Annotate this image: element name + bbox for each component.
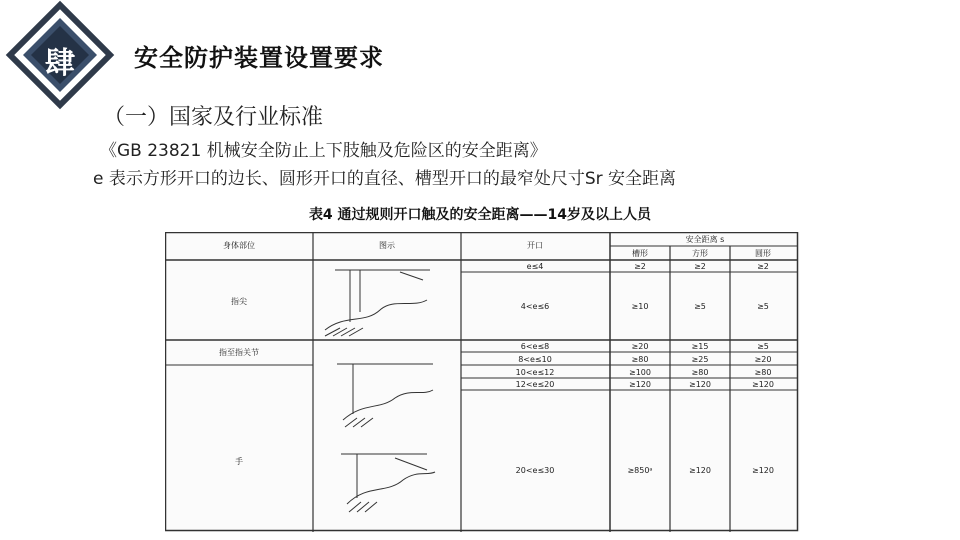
table-cell-opening: 6<e≤8	[520, 342, 550, 351]
table-cell-slot: ≥20	[631, 342, 649, 351]
table-cell-round: ≥5	[757, 302, 769, 311]
table-cell-opening: 12<e≤20	[515, 380, 555, 389]
definition-text: e 表示方形开口的边长、圆形开口的直径、槽型开口的最窄处尺寸Sr 安全距离	[93, 169, 677, 189]
table-cell-square: ≥15	[691, 342, 709, 351]
badge-character: 肆	[45, 46, 75, 81]
group-finger-to-knuckle: 指至指关节	[219, 348, 259, 357]
safety-distance-table	[165, 232, 800, 532]
table-cell-opening: 8<e≤10	[518, 355, 552, 364]
section-subtitle: （一）国家及行业标准	[103, 105, 324, 130]
table-cell-round: ≥2	[757, 262, 769, 271]
header-diagram: 图示	[379, 241, 395, 250]
table-cell-slot: ≥850ᵃ	[627, 466, 653, 475]
table-cell-opening: e≤4	[526, 262, 544, 271]
header-body-part: 身体部位	[223, 241, 255, 250]
table-cell-round: ≥120	[752, 380, 774, 389]
header-square: 方形	[692, 249, 708, 258]
table-cell-slot: ≥80	[631, 355, 649, 364]
section-badge	[0, 0, 120, 110]
table-cell-square: ≥120	[689, 466, 711, 475]
table-cell-square: ≥2	[694, 262, 706, 271]
header-opening: 开口	[527, 241, 543, 250]
table-caption: 表4 通过规则开口触及的安全距离——14岁及以上人员	[308, 207, 652, 223]
table-cell-round: ≥120	[752, 466, 774, 475]
header-slot: 槽形	[632, 249, 648, 258]
table-cell-slot: ≥120	[629, 380, 651, 389]
header-round: 圆形	[755, 249, 771, 258]
group-hand: 手	[235, 457, 243, 466]
group-fingertip: 指尖	[231, 297, 247, 306]
table-cell-round: ≥80	[754, 368, 772, 377]
table-cell-opening: 10<e≤12	[515, 368, 555, 377]
table-cell-square: ≥25	[691, 355, 709, 364]
table-cell-square: ≥120	[689, 380, 711, 389]
standard-reference: 《GB 23821 机械安全防止上下肢触及危险区的安全距离》	[100, 141, 547, 161]
page-title: 安全防护装置设置要求	[134, 44, 384, 72]
table-cell-round: ≥20	[754, 355, 772, 364]
table-cell-square: ≥80	[691, 368, 709, 377]
table-cell-square: ≥5	[694, 302, 706, 311]
table-grid	[165, 232, 800, 532]
header-safety-distance: 安全距离 s	[685, 235, 725, 244]
table-cell-slot: ≥2	[634, 262, 646, 271]
table-cell-slot: ≥100	[629, 368, 651, 377]
table-cell-slot: ≥10	[631, 302, 649, 311]
table-cell-round: ≥5	[757, 342, 769, 351]
table-cell-opening: 4<e≤6	[520, 302, 550, 311]
table-cell-opening: 20<e≤30	[515, 466, 555, 475]
